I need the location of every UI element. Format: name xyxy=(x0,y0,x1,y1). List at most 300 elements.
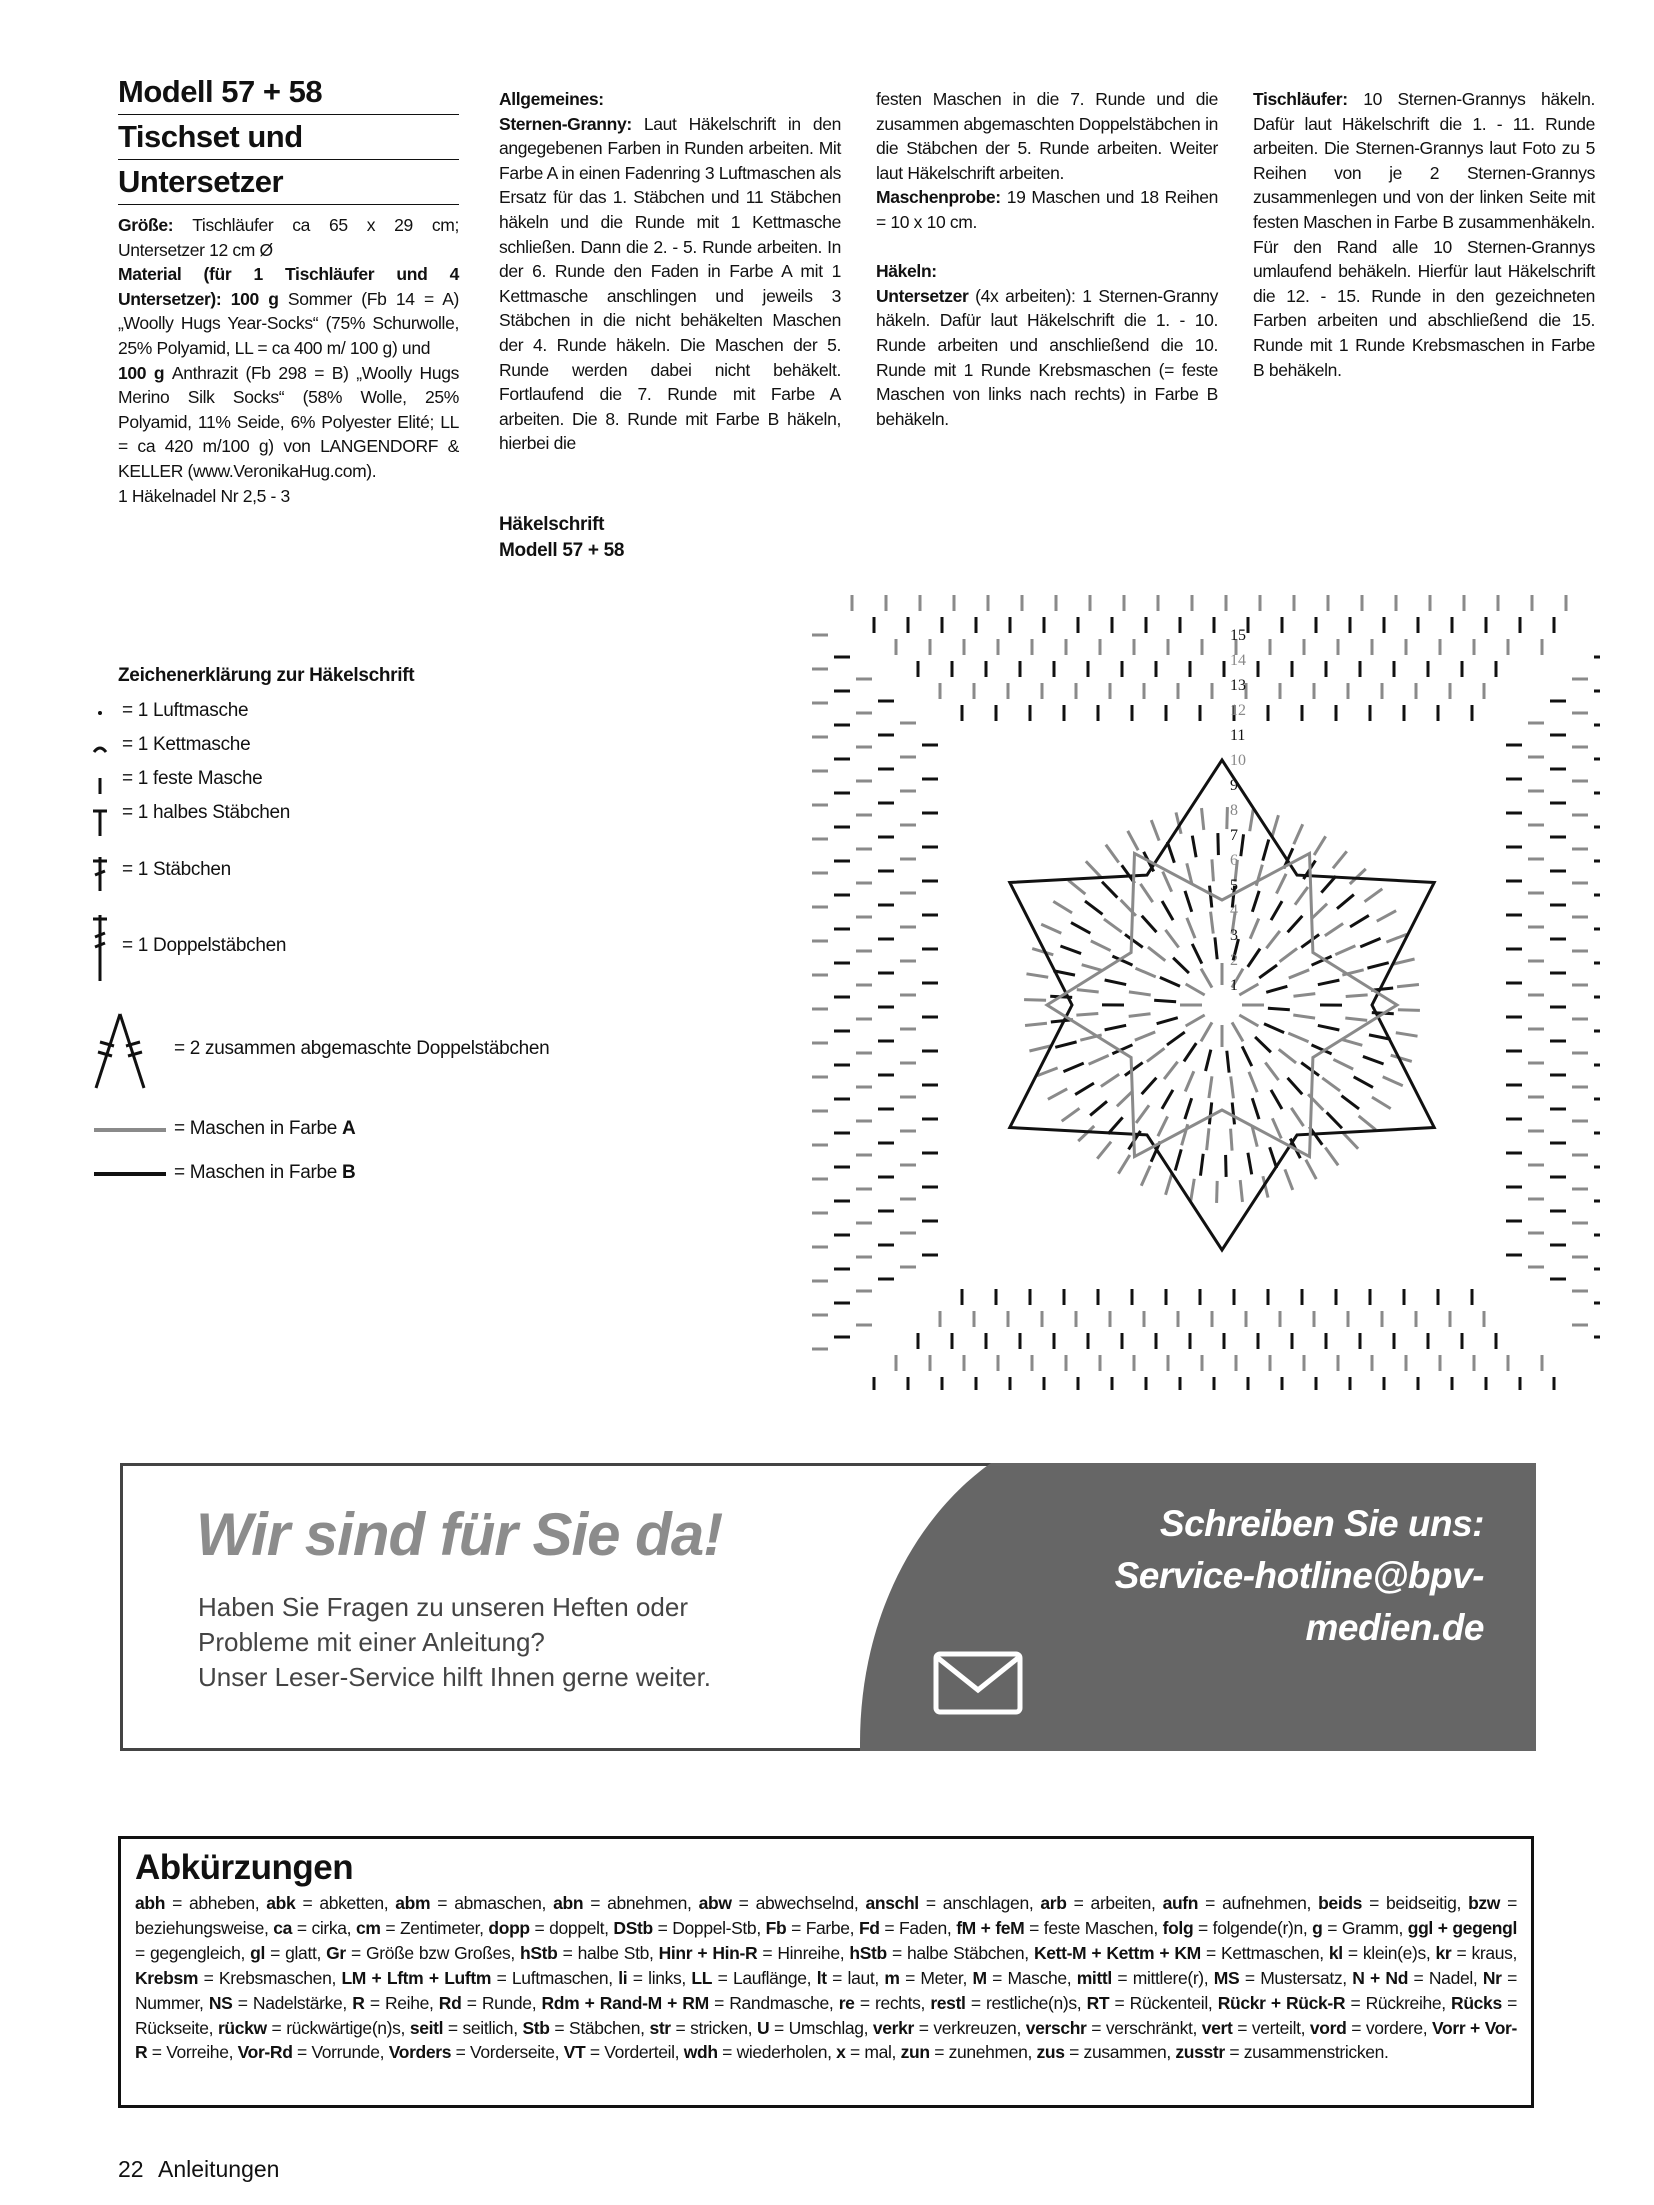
chart-stitch xyxy=(1266,986,1287,992)
round-number: 8 xyxy=(1230,802,1238,819)
abbreviation-entry: seitl = seitlich, xyxy=(409,2017,523,2038)
instructions-text: festen Maschen in die 7. Runde und die zusammen abgemaschten Doppelstäbchen in die Stäbchen der 5. Runde arbeiten. Weiter laut Häkelschrift arbeiten. xyxy=(876,89,1218,183)
untersetzer-label: Untersetzer xyxy=(876,285,969,306)
abbreviation-entry: hStb = halbe Stäbchen, xyxy=(849,1942,1034,1963)
chart-stitch xyxy=(1157,1018,1178,1024)
chart-stitch xyxy=(1265,1063,1278,1081)
chart-stitch xyxy=(1142,916,1157,932)
color-a-line-icon xyxy=(90,1118,170,1144)
column-general xyxy=(499,87,841,456)
chart-stitch xyxy=(1125,934,1143,947)
abbreviation-entry: abn = abnehmen, xyxy=(553,1893,699,1913)
chart-stitch xyxy=(1398,1010,1420,1011)
abbreviation-entry: anschl = anschlagen, xyxy=(865,1893,1041,1913)
chart-stitch xyxy=(1147,1048,1165,1061)
abbreviation-entry: re = rechts, xyxy=(838,1992,931,2013)
chart-stitch xyxy=(1187,918,1195,938)
chart-stitch xyxy=(1207,1128,1209,1150)
chart-stitch xyxy=(1206,1050,1211,1071)
chart-stitch xyxy=(1218,833,1219,855)
chart-stitch xyxy=(1118,1155,1130,1174)
chart-stitch xyxy=(1162,1090,1173,1109)
chart-stitch xyxy=(1202,808,1204,830)
chart-stitch xyxy=(1071,923,1090,934)
chart-stitch xyxy=(1259,965,1277,978)
chart-stitch xyxy=(1135,1032,1155,1040)
abbreviation-entry: verkr = verkreuzen, xyxy=(872,2017,1026,2038)
chart-stitch xyxy=(1383,1077,1403,1086)
chart-stitch xyxy=(1318,1025,1340,1030)
chart-stitch xyxy=(1102,882,1117,898)
chart-heading-line1: Häkelschrift xyxy=(499,514,605,535)
column-instructions xyxy=(876,87,1218,431)
abbreviation-entry: Vor-Rd = Vorrunde, xyxy=(237,2042,389,2063)
chart-stitch xyxy=(1360,938,1380,947)
banner-body-line1: Haben Sie Fragen zu unseren Heften oder xyxy=(198,1592,688,1622)
chart-stitch xyxy=(1090,1101,1107,1115)
legend-treble-label: = 1 Doppelstäbchen xyxy=(122,935,287,956)
crochet-chart xyxy=(720,500,1600,1390)
round-number: 3 xyxy=(1230,927,1238,944)
chart-stitch xyxy=(1321,876,1336,892)
material-paragraph: 100 g Anthrazit (Fb 298 = B) „Woolly Hugs Merino Silk Socks“ (58% Wolle, 25% Polyamid, 11% Seide, 6% Polyester Elité; LL = ca 420 m/100 g) von LANGENDORF & KELLER (www.VeronikaHug.com). xyxy=(118,362,460,481)
abbreviation-entry: LL = Lauflänge, xyxy=(691,1967,817,1988)
banner-body-line2: Probleme mit einer Anleitung? xyxy=(198,1627,545,1657)
abbreviation-entry: N + Nd = Nadel, xyxy=(1352,1967,1483,1988)
abbreviation-entry: cm = Zentimeter, xyxy=(355,1917,489,1938)
chart-stitch xyxy=(1227,1051,1229,1073)
chart-stitch xyxy=(1268,1008,1290,1010)
chart-stitch xyxy=(1272,1118,1281,1138)
chart-stitch xyxy=(1076,1014,1098,1016)
chart-stitch xyxy=(1250,809,1253,831)
chart-stitch xyxy=(1301,935,1319,948)
round-number: 14 xyxy=(1230,652,1246,669)
chart-stitch xyxy=(1192,836,1196,858)
abbreviation-entry: gl = glatt, xyxy=(250,1942,327,1963)
chart-stitch xyxy=(1291,1108,1303,1126)
abbreviation-entry: VT = Vorderteil, xyxy=(563,2042,684,2063)
abbreviation-entry: MS = Mustersatz, xyxy=(1213,1967,1353,1988)
probe-label: Maschenprobe: xyxy=(876,187,1001,208)
chart-stitch xyxy=(1314,836,1326,855)
chart-stitch xyxy=(1241,834,1244,856)
chart-stitch xyxy=(1186,984,1205,995)
abbreviation-entry: U = Umschlag, xyxy=(756,2017,873,2038)
chart-stitch xyxy=(1068,880,1085,894)
banner-contact-line1: Schreiben Sie uns: xyxy=(1159,1503,1484,1544)
probe-text: 19 Maschen und 18 Reihen = 10 x 10 cm. xyxy=(876,187,1218,232)
chart-stitch xyxy=(1101,1074,1119,1086)
untersetzer-text: (4x arbeiten): 1 Sternen-Granny häkeln. Dafür laut Häkelschrift die 1. - 10. Runde arbeiten und anschließend die 10. Runde mit 1 Runde Krebsmaschen (= feste Maschen von links nach rechts) in Farbe B behäkeln. xyxy=(876,285,1218,429)
chart-star-outline xyxy=(1010,760,1434,1250)
chart-stitch xyxy=(1175,1149,1181,1170)
granny-label: Sternen-Granny: xyxy=(499,113,632,134)
chart-stitch xyxy=(1288,916,1303,932)
page-number: 22 xyxy=(118,2156,144,2182)
abbreviation-entry: hStb = halbe Stb, xyxy=(519,1942,659,1963)
abbreviation-entry: LM + Lftm + Luftm = Luftmaschen, xyxy=(341,1967,619,1988)
chart-star-outline xyxy=(1047,853,1397,1156)
material-paragraph: 1 Häkelnadel Nr 2,5 - 3 xyxy=(118,485,290,506)
chart-stitch xyxy=(1128,831,1138,850)
chart-stitch xyxy=(1271,1090,1282,1109)
abbreviation-entry: abk = abketten, xyxy=(266,1893,396,1913)
chart-stitch xyxy=(1215,937,1217,959)
chart-stitch xyxy=(1184,1043,1196,1061)
tischlaeufer-text: 10 Sternen-Grannys häkeln. Dafür laut Häkelschrift die 1. - 11. Runde arbeiten. Die Sternen-Grannys laut Foto zu 5 Reihen von je 2 Sternen-Grannys zusammenlegen und von der linken Seite mit festen Maschen in Farbe B zusammenhäkeln. Für den Rand alle 10 Sternen-Grannys umlaufend behäkeln. Hierfür laut Häkelschrift die 12. - 15. Runde in den gezeichneten Farben arbeiten und abschließend die 15. Runde mit 1 Runde Krebsmaschen in Farbe B behäkeln. xyxy=(1253,89,1595,380)
chart-stitch xyxy=(1242,1046,1252,1066)
abbreviation-entry: str = stricken, xyxy=(649,2017,757,2038)
chart-stitch xyxy=(1135,968,1155,977)
chart-stitch xyxy=(1227,807,1228,829)
abbreviation-entry: wdh = wiederholen, xyxy=(683,2042,837,2063)
abbreviation-entry: Fd = Faden, xyxy=(858,1917,957,1938)
column-material xyxy=(118,213,459,508)
abbreviations-list xyxy=(135,1891,1517,2065)
abbreviation-entry: abw = abwechselnd, xyxy=(698,1893,866,1913)
abbreviations-heading: Abkürzungen xyxy=(135,1848,354,1887)
abbreviation-entry: Kett-M + Kettm + KM = Kettmaschen, xyxy=(1033,1942,1329,1963)
abbreviation-entry: Hinr + Hin-R = Hinreihe, xyxy=(658,1942,850,1963)
chart-stitch xyxy=(1085,901,1103,914)
chart-stitch xyxy=(1097,1142,1111,1159)
chart-stitch xyxy=(1078,1126,1094,1141)
legend-single-crochet-label: = 1 feste Masche xyxy=(122,768,263,789)
chart-stitch xyxy=(1108,1117,1123,1133)
envelope-icon[interactable] xyxy=(932,1648,1024,1718)
chart-stitch xyxy=(1105,1025,1127,1030)
legend-color-b-label: = Maschen in Farbe B xyxy=(174,1162,356,1183)
legend-slip-stitch-label: = 1 Kettmasche xyxy=(122,734,251,755)
chart-stitch xyxy=(1060,946,1081,954)
chart-stitch xyxy=(1350,869,1366,884)
abbreviation-entry: Krebsm = Krebsmaschen, xyxy=(135,1967,342,1988)
chart-stitch xyxy=(1322,1078,1340,1091)
chart-stitch xyxy=(1104,919,1122,932)
abbreviation-entry: Gr = Größe bzw Großes, xyxy=(326,1942,520,1963)
granny-text: Laut Häkelschrift in den angegebenen Farben in Runden arbeiten. Mit Farbe A in einen Fadenring 3 Luftmaschen als Ersatz für das 1. Stäbchen und 11 Stäbchen häkeln und die Runde mit 1 Kettmasche schließen. Dann die 2. - 5. Runde arbeiten. In der 6. Runde den Faden in Farbe A mit 1 Kettmasche anschlingen und jeweils 3 Stäbchen in die nicht behäkelten Maschen der 4. Runde häkeln. Die Maschen der 5. Runde werden dabei nicht behäkelt. Fortlaufend die 7. Runde mit Farbe A arbeiten. Die 8. Runde mit Farbe B häkeln, hierbei die xyxy=(499,113,841,454)
page-footer xyxy=(118,2156,279,2183)
tischlaeufer-label: Tischläufer: xyxy=(1253,89,1348,109)
abbreviation-entry: Rückr + Rück-R = Rückreihe, xyxy=(1217,1992,1452,2013)
abbreviation-entry: ca = cirka, xyxy=(273,1917,356,1938)
chart-stitch xyxy=(1301,1063,1319,1076)
banner-headline: Wir sind für Sie da! xyxy=(196,1501,723,1568)
chart-stitch xyxy=(1141,1166,1150,1186)
chart-stitch xyxy=(1367,963,1388,968)
chart-stitch xyxy=(1117,1091,1133,1106)
abbreviation-entry: vord = vordere, xyxy=(1309,2017,1433,2038)
color-b-line-icon xyxy=(90,1162,170,1188)
chart-stitch xyxy=(1327,1112,1342,1128)
chart-stitch xyxy=(1140,884,1152,902)
chart-stitch xyxy=(1311,904,1327,919)
chart-stitch xyxy=(1350,915,1369,926)
chart-stitch xyxy=(1325,1148,1338,1166)
chart-stitch xyxy=(1062,1108,1080,1121)
chart-stitch xyxy=(1345,1018,1367,1020)
chart-stitch xyxy=(1106,845,1119,863)
chart-stitch xyxy=(1048,1089,1067,1099)
chart-stitch xyxy=(1239,984,1258,995)
abbreviation-entry: verschr = verschränkt, xyxy=(1025,2017,1202,2038)
abbreviation-entry: rückw = rückwärtige(n)s, xyxy=(217,2017,410,2038)
chart-stitch xyxy=(1191,1179,1194,1201)
page-title-line2: Tischset und xyxy=(118,115,459,160)
chain-symbol-icon xyxy=(90,700,120,726)
chart-stitch xyxy=(1185,891,1192,912)
chart-stitch xyxy=(1270,1147,1277,1168)
chart-stitch xyxy=(1396,1033,1418,1036)
chart-stitch xyxy=(1077,990,1099,992)
chart-stitch xyxy=(1086,861,1101,877)
chart-stitch xyxy=(1252,1098,1259,1119)
chart-stitch xyxy=(1186,1015,1205,1026)
abbreviation-entry: DStb = Doppel-Stb, xyxy=(613,1917,766,1938)
abbreviation-entry: beids = beidseitig, xyxy=(1318,1893,1469,1913)
chart-stitch xyxy=(1160,977,1180,986)
chart-stitch xyxy=(1201,969,1212,988)
chart-stitch xyxy=(1105,980,1127,985)
chart-stitch xyxy=(1232,1022,1243,1041)
title-block xyxy=(118,70,459,205)
chart-stitch xyxy=(1318,980,1340,985)
chart-stitch xyxy=(1249,1072,1257,1092)
chart-stitch xyxy=(1306,1160,1316,1179)
chart-stitch xyxy=(1333,851,1347,868)
chart-stitch xyxy=(1293,1015,1315,1018)
chart-stitch xyxy=(1200,1154,1203,1176)
chart-stitch xyxy=(1165,930,1178,948)
round-number: 5 xyxy=(1230,877,1238,894)
banner-contact-email1[interactable]: Service-hotline@bpv- xyxy=(1114,1555,1484,1596)
legend-double-label: = 1 Stäbchen xyxy=(122,859,231,880)
chart-stitch xyxy=(1125,1063,1143,1076)
chart-stitch xyxy=(1343,1133,1358,1149)
abbreviation-entry: Vorders = Vorderseite, xyxy=(388,2042,564,2063)
chart-stitch xyxy=(1173,958,1189,973)
chart-stitch xyxy=(1217,1181,1218,1203)
chart-stitch xyxy=(1372,1097,1391,1109)
chart-stitch xyxy=(1091,941,1111,951)
chart-stitch xyxy=(1288,1078,1303,1094)
abbreviation-entry: x = mal, xyxy=(836,2042,901,2063)
round-number: 10 xyxy=(1230,752,1246,769)
chart-stitch xyxy=(1024,1000,1046,1001)
legend-half-double-label: = 1 halbes Stäbchen xyxy=(122,802,291,823)
chart-stitch xyxy=(1250,918,1259,938)
chart-stitch xyxy=(1341,1096,1359,1109)
abbreviation-entry: Vorr + Vor-R = Vorreihe, xyxy=(135,2017,1517,2063)
banner-contact-email2[interactable]: medien.de xyxy=(1305,1607,1484,1648)
chart-stitch xyxy=(1158,1116,1168,1136)
abbreviation-entry: li = links, xyxy=(618,1967,692,1988)
chart-stitch xyxy=(1354,1077,1373,1088)
abbreviation-entry: aufn = aufnehmen, xyxy=(1162,1893,1319,1913)
section-name: Anleitungen xyxy=(157,2156,280,2182)
legend-heading: Zeichenerklärung zur Häkelschrift xyxy=(118,665,415,686)
round-number: 13 xyxy=(1230,677,1246,694)
treble-crochet-symbol-icon xyxy=(90,913,120,983)
chart-stitch xyxy=(1041,924,1061,933)
abbreviation-entry: R = Reihe, xyxy=(352,1992,439,2013)
abbreviation-entry: m = Meter, xyxy=(884,1967,973,1988)
chart-stitch xyxy=(1163,872,1172,892)
chart-stitch xyxy=(1232,1102,1234,1124)
chart-stitch xyxy=(1359,1116,1376,1130)
abbreviation-entry: kr = kraus, xyxy=(1435,1942,1518,1963)
chart-stitch xyxy=(1363,1056,1384,1064)
legend-chain-label: = 1 Luftmasche xyxy=(122,700,249,721)
round-number: 15 xyxy=(1230,627,1246,644)
round-number: 1 xyxy=(1230,977,1238,994)
chart-stitch xyxy=(1053,901,1072,913)
chart-stitch xyxy=(1025,1023,1047,1025)
chart-stitch xyxy=(1279,1049,1296,1063)
abbreviations-box xyxy=(118,1836,1534,2108)
chart-stitch xyxy=(1335,946,1355,955)
abbreviation-entry: vert = verteilt, xyxy=(1201,2017,1310,2038)
chart-stitch xyxy=(1167,1032,1185,1045)
chart-stitch xyxy=(1325,923,1343,935)
banner-body-line3: Unser Leser-Service hilft Ihnen gerne weiter. xyxy=(198,1662,712,1692)
treble-decrease-symbol-icon xyxy=(90,1012,150,1092)
abbreviation-entry: abm = abmaschen, xyxy=(395,1893,554,1913)
chart-stitch xyxy=(1164,1062,1178,1079)
legend-color-a-label: = Maschen in Farbe A xyxy=(174,1118,356,1139)
abbreviation-entry: fM + feM = feste Maschen, xyxy=(956,1917,1163,1938)
chart-stitch xyxy=(1209,1102,1211,1124)
chart-stitch xyxy=(1248,949,1260,967)
chart-stitch xyxy=(1295,887,1308,905)
chart-stitch xyxy=(1341,1039,1362,1045)
chart-stitch xyxy=(1240,1180,1242,1202)
chart-stitch xyxy=(1129,1014,1151,1017)
chart-stitch xyxy=(1226,1155,1227,1177)
round-number: 4 xyxy=(1230,902,1238,919)
banner-contact xyxy=(1000,1498,1484,1654)
slip-stitch-symbol-icon xyxy=(90,734,120,760)
chart-stitch xyxy=(1397,985,1419,987)
chart-stitch xyxy=(1211,912,1214,934)
material-paragraph: Größe: Tischläufer ca 65 x 29 cm; Untersetzer 12 cm Ø xyxy=(118,215,459,260)
chart-stitch xyxy=(1255,1037,1271,1052)
material-paragraph: Material (für 1 Tischläufer und 4 Untersetzer): 100 g Sommer (Fb 14 = A) „Woolly Hugs Year-Socks“ (75% Schurwolle, 25% Polyamid, LL = ca 400 m/ 100 g) und xyxy=(118,264,459,358)
abbreviation-entry: restl = restliche(n)s, xyxy=(930,1992,1087,2013)
abbreviation-entry: Rücks = Rückseite, xyxy=(135,1992,1517,2038)
chart-stitch xyxy=(1271,901,1282,920)
chart-stitch xyxy=(1129,992,1151,995)
abbreviation-entry: g = Gramm, xyxy=(1312,1917,1408,1938)
chart-stitch xyxy=(1212,859,1214,881)
chart-stitch xyxy=(1239,1015,1258,1026)
abbreviation-entry: folg = folgende(r)n, xyxy=(1162,1917,1313,1938)
page-title-line1: Modell 57 + 58 xyxy=(118,70,459,115)
abbreviation-entry: Stb = Stäbchen, xyxy=(522,2017,650,2038)
round-number: 7 xyxy=(1230,827,1238,844)
abbreviation-entry: mittl = mittlere(r), xyxy=(1076,1967,1214,1988)
round-number: 2 xyxy=(1230,952,1238,969)
chart-stitch xyxy=(1365,889,1383,902)
chart-stitch xyxy=(1252,891,1259,912)
chart-stitch xyxy=(1276,874,1286,894)
chart-stitch xyxy=(1162,901,1173,920)
chart-stitch xyxy=(1377,911,1396,921)
chart-heading-line2: Modell 57 + 58 xyxy=(499,540,625,561)
chart-stitch xyxy=(1089,1055,1109,1064)
chart-stitch xyxy=(1148,947,1165,961)
chart-stitch xyxy=(1142,1078,1157,1094)
column-tischlaeufer xyxy=(1253,87,1595,382)
abbreviation-entry: Rd = Runde, xyxy=(438,1992,542,2013)
abbreviation-entry: Rdm + Rand-M + RM = Randmasche, xyxy=(541,1992,839,2013)
abbreviation-entry: zusstr = zusammenstricken. xyxy=(1175,2042,1389,2063)
abbreviation-entry: lt = laut, xyxy=(816,1967,885,1988)
general-heading: Allgemeines: xyxy=(499,89,604,109)
chart-stitch xyxy=(1154,1000,1176,1002)
haekeln-heading: Häkeln: xyxy=(876,261,937,282)
round-number: 6 xyxy=(1230,852,1238,869)
chart-stitch xyxy=(1192,944,1202,964)
abbreviation-entry: zun = zunehmen, xyxy=(900,2042,1037,2063)
chart-stitch xyxy=(1075,1083,1094,1094)
chart-stitch xyxy=(1333,1059,1353,1069)
chart-stitch xyxy=(1346,995,1368,997)
abbreviation-entry: bzw = beziehungsweise, xyxy=(135,1893,1518,1938)
chart-stitch xyxy=(1082,965,1103,971)
half-double-symbol-icon xyxy=(90,802,120,838)
abbreviation-entry: zus = zusammen, xyxy=(1036,2042,1176,2063)
abbreviation-entry: ggl + gegengl = gegengleich, xyxy=(135,1917,1517,1963)
abbreviation-entry: Fb = Farbe, xyxy=(765,1917,859,1938)
abbreviation-entry: Nr = Nummer, xyxy=(135,1967,1517,2013)
chart-stitch xyxy=(1264,1024,1284,1033)
chart-heading xyxy=(499,512,624,564)
chart-stitch xyxy=(1063,1063,1083,1072)
chart-stitch xyxy=(1209,1076,1212,1098)
abbreviation-entry: NS = Nadelstärke, xyxy=(208,1992,353,2013)
abbreviation-entry: kl = klein(e)s, xyxy=(1328,1942,1436,1963)
banner-body xyxy=(198,1590,711,1695)
abbreviation-entry: M = Masche, xyxy=(972,1967,1077,1988)
chart-stitch xyxy=(1263,839,1269,860)
abbreviation-entry: arb = arbeiten, xyxy=(1040,1893,1163,1913)
chart-stitch xyxy=(1293,994,1315,997)
chart-stitch xyxy=(1136,1105,1149,1123)
chart-stitch xyxy=(1151,820,1159,841)
chart-stitch xyxy=(1280,948,1298,961)
round-number: 12 xyxy=(1230,702,1246,719)
chart-stitch xyxy=(1337,895,1354,909)
page-title-line3: Untersetzer xyxy=(118,160,459,205)
round-number: 9 xyxy=(1230,777,1238,794)
chart-stitch xyxy=(1289,970,1309,978)
chart-stitch xyxy=(1055,1042,1076,1047)
chart-stitch xyxy=(1026,974,1048,977)
chart-stitch xyxy=(1167,842,1174,863)
chart-stitch xyxy=(1166,1174,1172,1195)
abbreviation-entry: RT = Rückenteil, xyxy=(1086,1992,1218,2013)
legend-dec-treble-label: = 2 zusammen abgemaschte Doppelstäbchen xyxy=(174,1038,550,1059)
chart-stitch xyxy=(1272,815,1278,836)
chart-stitch xyxy=(1294,824,1303,844)
chart-stitch xyxy=(1201,1022,1212,1041)
chart-stitch xyxy=(1231,1129,1233,1151)
chart-stitch xyxy=(1185,1071,1194,1091)
double-crochet-symbol-icon xyxy=(90,853,120,893)
round-number: 11 xyxy=(1230,727,1246,744)
